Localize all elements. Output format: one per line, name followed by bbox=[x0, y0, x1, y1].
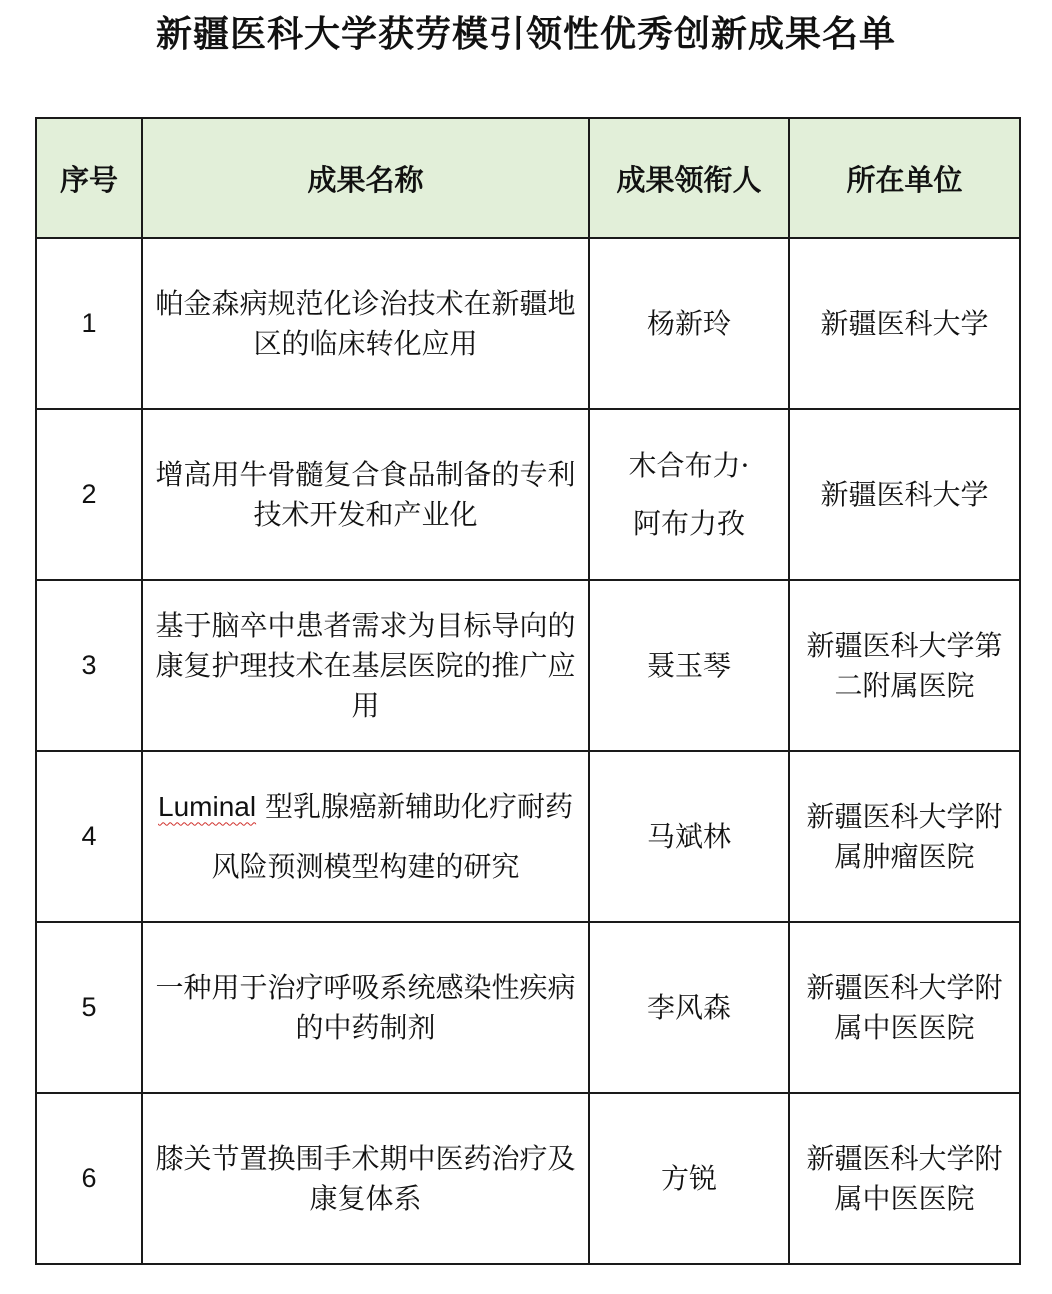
row-leader: 聂玉琴 bbox=[646, 648, 731, 682]
results-table bbox=[35, 117, 1021, 1265]
row-leader: 李风森 bbox=[646, 990, 731, 1024]
table-row bbox=[36, 922, 1020, 1093]
row-unit-cell bbox=[789, 751, 1020, 922]
row-unit: 新疆医科大学附属中医医院 bbox=[806, 1141, 1003, 1215]
row-leader: 木合布力· 阿布力孜 bbox=[628, 448, 750, 540]
table-row bbox=[36, 580, 1020, 751]
row-leader: 方锐 bbox=[660, 1161, 717, 1195]
header-unit: 所在单位 bbox=[789, 118, 1020, 238]
row-name: 基于脑卒中患者需求为目标导向的康复护理技术在基层医院的推广应用 bbox=[155, 608, 576, 722]
table-row bbox=[36, 409, 1020, 580]
row-name: 一种用于治疗呼吸系统感染性疾病的中药制剂 bbox=[155, 970, 576, 1044]
row-leader: 杨新玲 bbox=[646, 306, 731, 340]
row-index: 5 bbox=[36, 922, 142, 1093]
row-leader-cell bbox=[589, 922, 789, 1093]
table-row bbox=[36, 1093, 1020, 1264]
table-row bbox=[36, 751, 1020, 922]
row-name-cell bbox=[142, 1093, 589, 1264]
header-name: 成果名称 bbox=[142, 118, 589, 238]
document-title: 新疆医科大学获劳模引领性优秀创新成果名单 bbox=[155, 14, 896, 55]
row-leader-cell bbox=[589, 238, 789, 409]
row-index: 3 bbox=[36, 580, 142, 751]
header-leader: 成果领衔人 bbox=[589, 118, 789, 238]
row-leader-cell bbox=[589, 580, 789, 751]
row-unit-cell bbox=[789, 922, 1020, 1093]
row-leader-cell bbox=[589, 1093, 789, 1264]
row-name-cell bbox=[142, 922, 589, 1093]
row-name: 膝关节置换围手术期中医药治疗及康复体系 bbox=[155, 1141, 576, 1215]
row-name-cell bbox=[142, 751, 589, 922]
row-unit: 新疆医科大学 bbox=[820, 306, 989, 340]
row-index: 4 bbox=[36, 751, 142, 922]
row-name: 增高用牛骨髓复合食品制备的专利技术开发和产业化 bbox=[155, 457, 576, 531]
row-name-cell bbox=[142, 409, 589, 580]
table-header-row bbox=[36, 118, 1020, 238]
row-unit-cell bbox=[789, 238, 1020, 409]
row-name: 帕金森病规范化诊治技术在新疆地区的临床转化应用 bbox=[155, 286, 576, 360]
row-name-cell bbox=[142, 580, 589, 751]
row-unit-cell bbox=[789, 580, 1020, 751]
row-name-cell bbox=[142, 238, 589, 409]
row-leader-cell bbox=[589, 751, 789, 922]
row-leader: 马斌林 bbox=[646, 819, 731, 853]
table-row bbox=[36, 238, 1020, 409]
row-unit: 新疆医科大学附属中医医院 bbox=[806, 970, 1003, 1044]
header-index: 序号 bbox=[36, 118, 142, 238]
row-unit: 新疆医科大学第二附属医院 bbox=[806, 628, 1003, 702]
row-index: 2 bbox=[36, 409, 142, 580]
row-index: 1 bbox=[36, 238, 142, 409]
row-leader-cell bbox=[589, 409, 789, 580]
row-name-latin-term: Luminal bbox=[158, 790, 257, 822]
row-index: 6 bbox=[36, 1093, 142, 1264]
row-unit: 新疆医科大学附属肿瘤医院 bbox=[806, 799, 1003, 873]
row-unit-cell bbox=[789, 1093, 1020, 1264]
row-unit-cell bbox=[789, 409, 1020, 580]
row-name bbox=[156, 777, 576, 897]
row-name-rest: 型乳腺癌新辅助化疗耐药风险预测模型构建的研究 bbox=[211, 789, 573, 883]
row-unit: 新疆医科大学 bbox=[820, 477, 989, 511]
